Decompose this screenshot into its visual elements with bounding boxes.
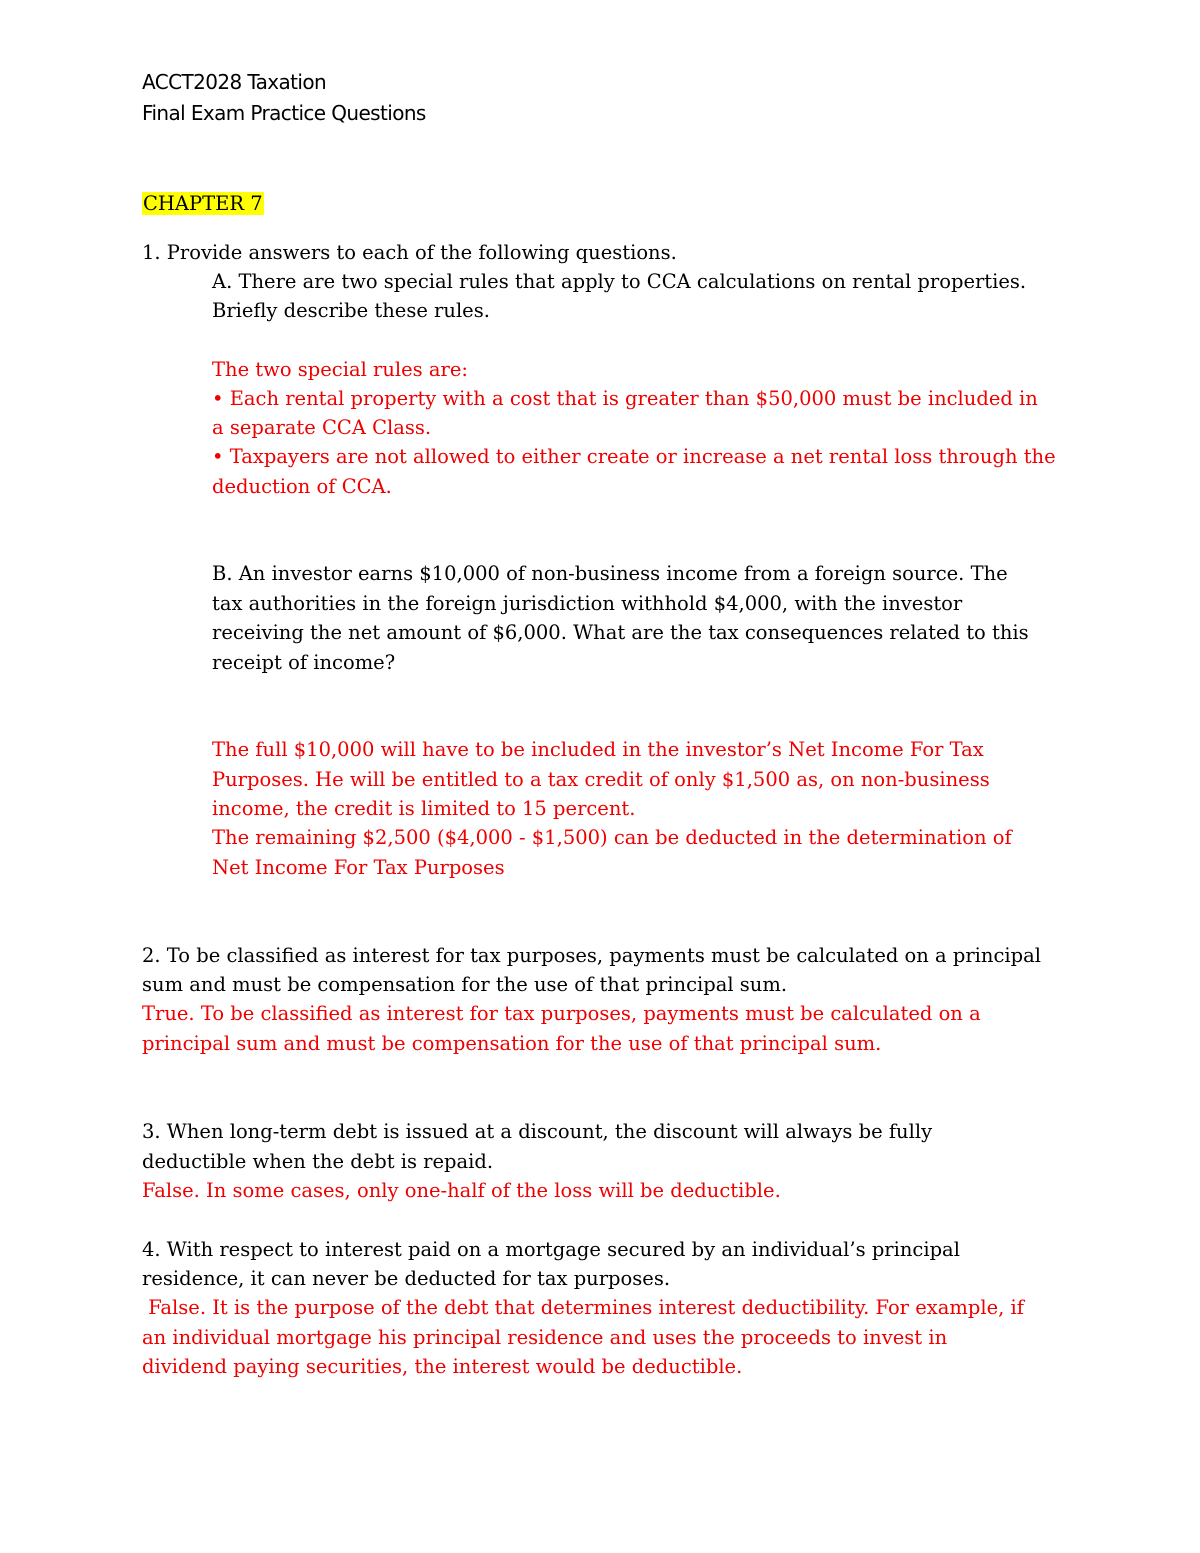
answer-1b-line: income, the credit is limited to 15 percent. [212, 797, 636, 820]
answer-4-line: False. It is the purpose of the debt that determines interest deductibility. For example, if [142, 1296, 1024, 1319]
question-1a-line: A. There are two special rules that apply to CCA calculations on rental properties. [212, 270, 1027, 293]
question-4-line: 4. With respect to interest paid on a mortgage secured by an individual’s principal [142, 1238, 960, 1261]
question-1a-line: Briefly describe these rules. [212, 299, 490, 322]
question-1b-line: tax authorities in the foreign jurisdiction withhold $4,000, with the investor [212, 592, 963, 615]
answer-2-line: True. To be classified as interest for tax purposes, payments must be calculated on a [142, 1002, 981, 1025]
answer-1b-line: The full $10,000 will have to be included in the investor’s Net Income For Tax [212, 738, 984, 761]
chapter-heading-highlight: CHAPTER 7 [143, 192, 263, 215]
question-1b-line: receiving the net amount of $6,000. What are the tax consequences related to this [212, 621, 1029, 644]
answer-1b-line: Purposes. He will be entitled to a tax credit of only $1,500 as, on non-business [212, 768, 990, 791]
answer-3-line: False. In some cases, only one-half of the loss will be deductible. [142, 1179, 781, 1202]
answer-1a-line: The two special rules are: [212, 358, 468, 381]
answer-2-line: principal sum and must be compensation for the use of that principal sum. [142, 1032, 882, 1055]
answer-4-line: dividend paying securities, the interest would be deductible. [142, 1355, 743, 1378]
question-1b-line: B. An investor earns $10,000 of non-business income from a foreign source. The [212, 562, 1008, 585]
chapter-heading [142, 191, 264, 217]
answer-1a-line: • Taxpayers are not allowed to either create or increase a net rental loss through the [212, 445, 1056, 468]
answer-1a-line: • Each rental property with a cost that is greater than $50,000 must be included in [212, 387, 1038, 410]
answer-4-line: an individual mortgage his principal residence and uses the proceeds to invest in [142, 1326, 948, 1349]
question-3-line: 3. When long-term debt is issued at a discount, the discount will always be fully [142, 1120, 933, 1143]
question-2-line: 2. To be classified as interest for tax purposes, payments must be calculated on a principal [142, 944, 1041, 967]
answer-1a-line: deduction of CCA. [212, 475, 392, 498]
answer-1b-line: Net Income For Tax Purposes [212, 856, 505, 879]
question-3-line: deductible when the debt is repaid. [142, 1150, 494, 1173]
answer-1b-line: The remaining $2,500 ($4,000 - $1,500) can be deducted in the determination of [212, 826, 1012, 849]
question-2-line: sum and must be compensation for the use of that principal sum. [142, 973, 788, 996]
question-1-prompt: 1. Provide answers to each of the following questions. [142, 241, 677, 264]
question-4-line: residence, it can never be deducted for tax purposes. [142, 1267, 671, 1290]
course-title: ACCT2028 Taxation [142, 70, 327, 94]
question-1b-line: receipt of income? [212, 651, 396, 674]
document-subtitle: Final Exam Practice Questions [142, 101, 426, 125]
answer-1a-line: a separate CCA Class. [212, 416, 432, 439]
